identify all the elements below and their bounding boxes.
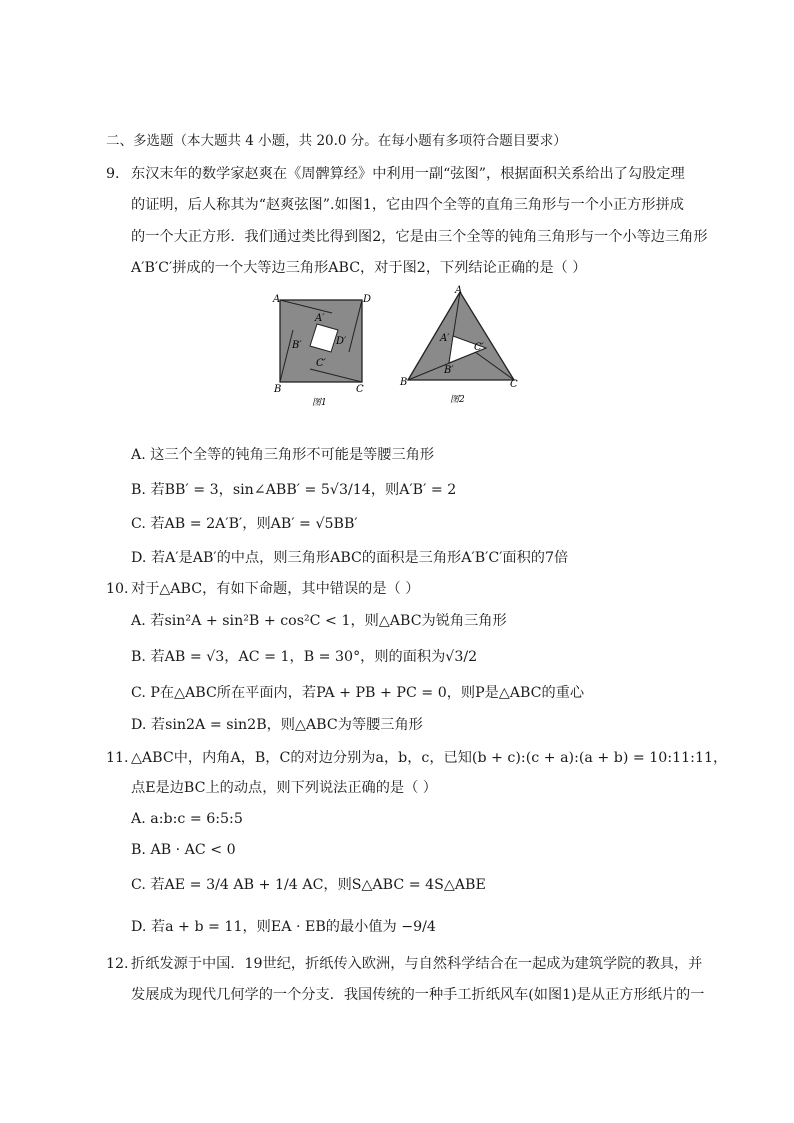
q11-option-d: D. 若a + b = 11，则EA · EB的最小值为 −9/4 xyxy=(131,919,436,935)
q10-stem: 对于△ABC，有如下命题，其中错误的是（ ） xyxy=(131,581,420,597)
q10-number: 10. xyxy=(106,581,129,597)
fig2-label-B: B xyxy=(400,377,408,388)
fig2-label-A: A xyxy=(455,285,463,296)
q9-stem-line-2: 的证明，后人称其为“赵爽弦图”.如图1，它由四个全等的直角三角形与一个小正方形拼成 xyxy=(131,197,684,213)
q10-option-c: C. P在△ABC所在平面内，若PA + PB + PC = 0，则P是△ABC的重心 xyxy=(131,685,585,701)
figure-1-zhao-shuang-square xyxy=(270,290,380,410)
fig2-label-A-prime: A′ xyxy=(440,333,450,344)
q10-option-a: A. 若sin²A + sin²B + cos²C < 1，则△ABC为锐角三角形 xyxy=(131,613,507,629)
fig1-label-A: A xyxy=(273,294,281,305)
fig1-label-D: D xyxy=(363,294,372,305)
fig2-caption: 图2 xyxy=(450,395,465,405)
fig2-label-C-prime: C′ xyxy=(474,342,484,353)
q11-option-c: C. 若AE = 3/4 AB + 1/4 AC，则S△ABC = 4S△ABE xyxy=(131,877,486,893)
q9-stem-line-3: 的一个大正方形．我们通过类比得到图2，它是由三个全等的钝角三角形与一个小等边三角形 xyxy=(131,229,708,245)
q9-number: 9. xyxy=(106,166,120,182)
q11-stem-line-1: △ABC中，内角A，B，C的对边分别为a，b，c，已知(b + c):(c + a):(a + b) = 10:11:11， xyxy=(131,750,728,766)
fig1-label-B-prime: B′ xyxy=(292,340,302,351)
fig1-label-D-prime: D′ xyxy=(336,336,347,347)
q11-option-b: B. AB · AC < 0 xyxy=(131,842,236,858)
q12-number: 12. xyxy=(106,956,129,972)
fig1-caption: 图1 xyxy=(312,398,327,408)
fig2-label-B-prime: B′ xyxy=(444,365,454,376)
q11-number: 11. xyxy=(106,750,129,766)
q12-stem-line-1: 折纸发源于中国．19世纪，折纸传入欧洲，与自然科学结合在一起成为建筑学院的教具，并 xyxy=(131,956,703,972)
q11-stem-line-2: 点E是边BC上的动点，则下列说法正确的是（ ） xyxy=(131,780,437,796)
q9-option-d: D. 若A′是AB′的中点，则三角形ABC的面积是三角形A′B′C′面积的7倍 xyxy=(131,550,569,566)
q9-option-c: C. 若AB = 2A′B′，则AB′ = √5BB′ xyxy=(131,516,358,532)
q9-option-b: B. 若BB′ = 3，sin∠ABB′ = 5√3/14，则A′B′ = 2 xyxy=(131,482,457,498)
section-header: 二、多选题（本大题共 4 小题，共 20.0 分。在每小题有多项符合题目要求） xyxy=(106,133,567,149)
q10-option-d: D. 若sin2A = sin2B，则△ABC为等腰三角形 xyxy=(131,717,423,733)
fig1-label-B: B xyxy=(274,384,282,395)
q9-stem-line-4: A′B′C′拼成的一个大等边三角形ABC，对于图2，下列结论正确的是（ ） xyxy=(131,260,587,276)
q12-stem-line-2: 发展成为现代几何学的一个分支．我国传统的一种手工折纸风车(如图1)是从正方形纸片的一 xyxy=(131,987,705,1003)
q9-option-a: A. 这三个全等的钝角三角形不可能是等腰三角形 xyxy=(131,447,435,463)
fig1-label-C-prime: C′ xyxy=(316,358,326,369)
fig1-label-C: C xyxy=(356,384,364,395)
q9-stem-line-1: 东汉末年的数学家赵爽在《周髀算经》中利用一副“弦图”，根据面积关系给出了勾股定理 xyxy=(131,166,685,182)
figure-2-triangle xyxy=(398,284,528,410)
q11-option-a: A. a:b:c = 6:5:5 xyxy=(131,811,243,827)
q10-option-b: B. 若AB = √3，AC = 1，B = 30°，则的面积为√3/2 xyxy=(131,649,478,665)
fig1-label-A-prime: A′ xyxy=(315,313,325,324)
fig2-label-C: C xyxy=(510,379,518,390)
